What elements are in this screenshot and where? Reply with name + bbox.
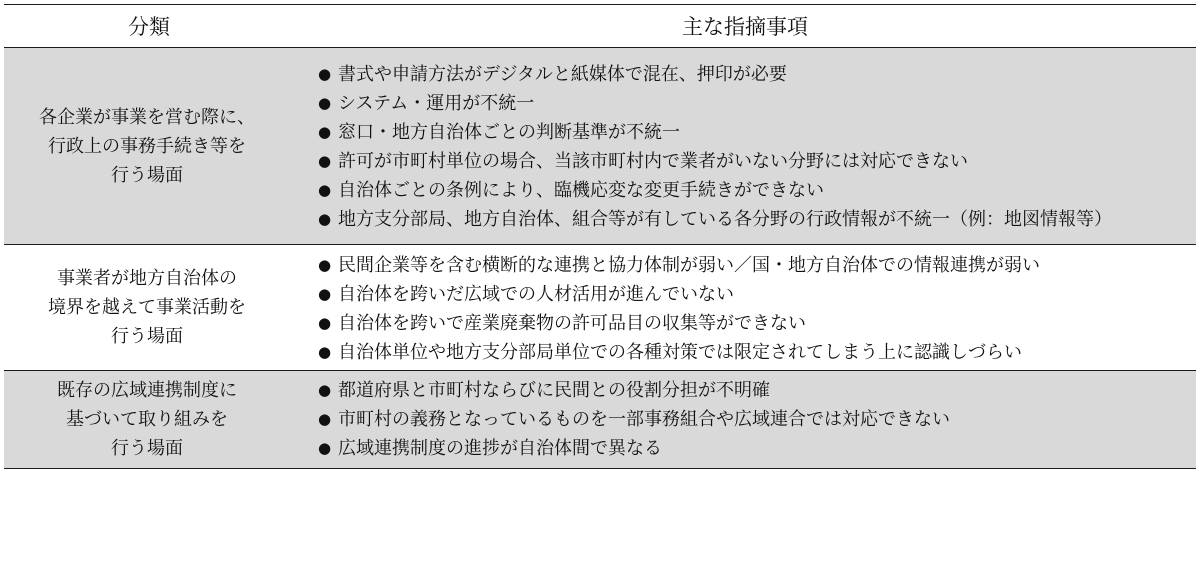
list-item — [318, 89, 1188, 118]
category-line: 各企業が事業を営む際に、 — [39, 106, 255, 128]
list-item — [318, 309, 1188, 338]
list-item — [318, 280, 1188, 309]
item-text: 許可が市町村単位の場合、当該市町村内で業者がいない分野には対応できない — [338, 151, 968, 172]
category-cell — [4, 48, 294, 244]
item-text: 都道府県と市町村ならびに民間との役割分担が不明確 — [338, 380, 770, 401]
bullet-icon: ● — [318, 314, 332, 332]
issues-table — [4, 4, 1196, 469]
category-line: 行う場面 — [111, 164, 183, 186]
category-line: 基づいて取り組みを — [66, 409, 228, 430]
list-item — [318, 405, 1188, 434]
bullet-icon: ● — [318, 94, 332, 112]
item-text: 民間企業等を含む横断的な連携と協力体制が弱い／国・地方自治体での情報連携が弱い — [338, 255, 1040, 276]
list-item — [318, 147, 1188, 176]
item-text: 自治体を跨いだ広域での人材活用が進んでいない — [338, 284, 734, 305]
bullet-icon: ● — [318, 123, 332, 141]
category-line: 既存の広域連携制度に — [57, 380, 237, 401]
list-item — [318, 176, 1188, 205]
bullet-icon: ● — [318, 152, 332, 170]
table-row — [4, 245, 1196, 371]
category-line: 行う場面 — [111, 438, 183, 459]
list-item — [318, 434, 1188, 463]
bullet-icon: ● — [318, 410, 332, 428]
category-line: 事業者が地方自治体の — [57, 268, 237, 289]
items-cell — [294, 371, 1196, 468]
bullet-icon: ● — [318, 210, 332, 228]
bullet-icon: ● — [318, 181, 332, 199]
category-cell — [4, 371, 294, 468]
item-text: 窓口・地方自治体ごとの判断基準が不統一 — [338, 122, 680, 143]
bullet-icon: ● — [318, 439, 332, 457]
items-cell — [294, 245, 1196, 370]
item-text: 自治体ごとの条例により、臨機応変な変更手続きができない — [338, 180, 824, 201]
category-line: 境界を越えて事業活動を — [48, 297, 246, 318]
table-header — [4, 5, 1196, 48]
bullet-icon: ● — [318, 343, 332, 361]
table-row — [4, 48, 1196, 245]
bullet-icon: ● — [318, 256, 332, 274]
table-row — [4, 371, 1196, 469]
bullet-icon: ● — [318, 65, 332, 83]
list-item — [318, 60, 1188, 89]
list-item — [318, 338, 1188, 367]
category-line: 行政上の事務手続き等を — [48, 135, 246, 157]
category-line: 行う場面 — [111, 326, 183, 347]
list-item — [318, 376, 1188, 405]
item-text: 書式や申請方法がデジタルと紙媒体で混在、押印が必要 — [338, 64, 787, 85]
list-item — [318, 251, 1188, 280]
item-text: 市町村の義務となっているものを一部事務組合や広域連合では対応できない — [338, 409, 950, 430]
item-text: システム・運用が不統一 — [338, 93, 535, 114]
list-item — [318, 118, 1188, 147]
list-item — [318, 205, 1188, 234]
bullet-icon: ● — [318, 381, 332, 399]
item-text: 地方支分部局、地方自治体、組合等が有している各分野の行政情報が不統一（例：地図情報等） — [338, 209, 1112, 230]
header-items: 主な指摘事項 — [682, 15, 808, 39]
item-text: 自治体単位や地方支分部局単位での各種対策では限定されてしまう上に認識しづらい — [338, 342, 1022, 363]
header-category: 分類 — [128, 15, 170, 39]
category-cell — [4, 245, 294, 370]
item-text: 自治体を跨いで産業廃棄物の許可品目の収集等ができない — [338, 313, 806, 334]
item-text: 広域連携制度の進捗が自治体間で異なる — [338, 438, 662, 459]
items-cell — [294, 48, 1196, 244]
bullet-icon: ● — [318, 285, 332, 303]
